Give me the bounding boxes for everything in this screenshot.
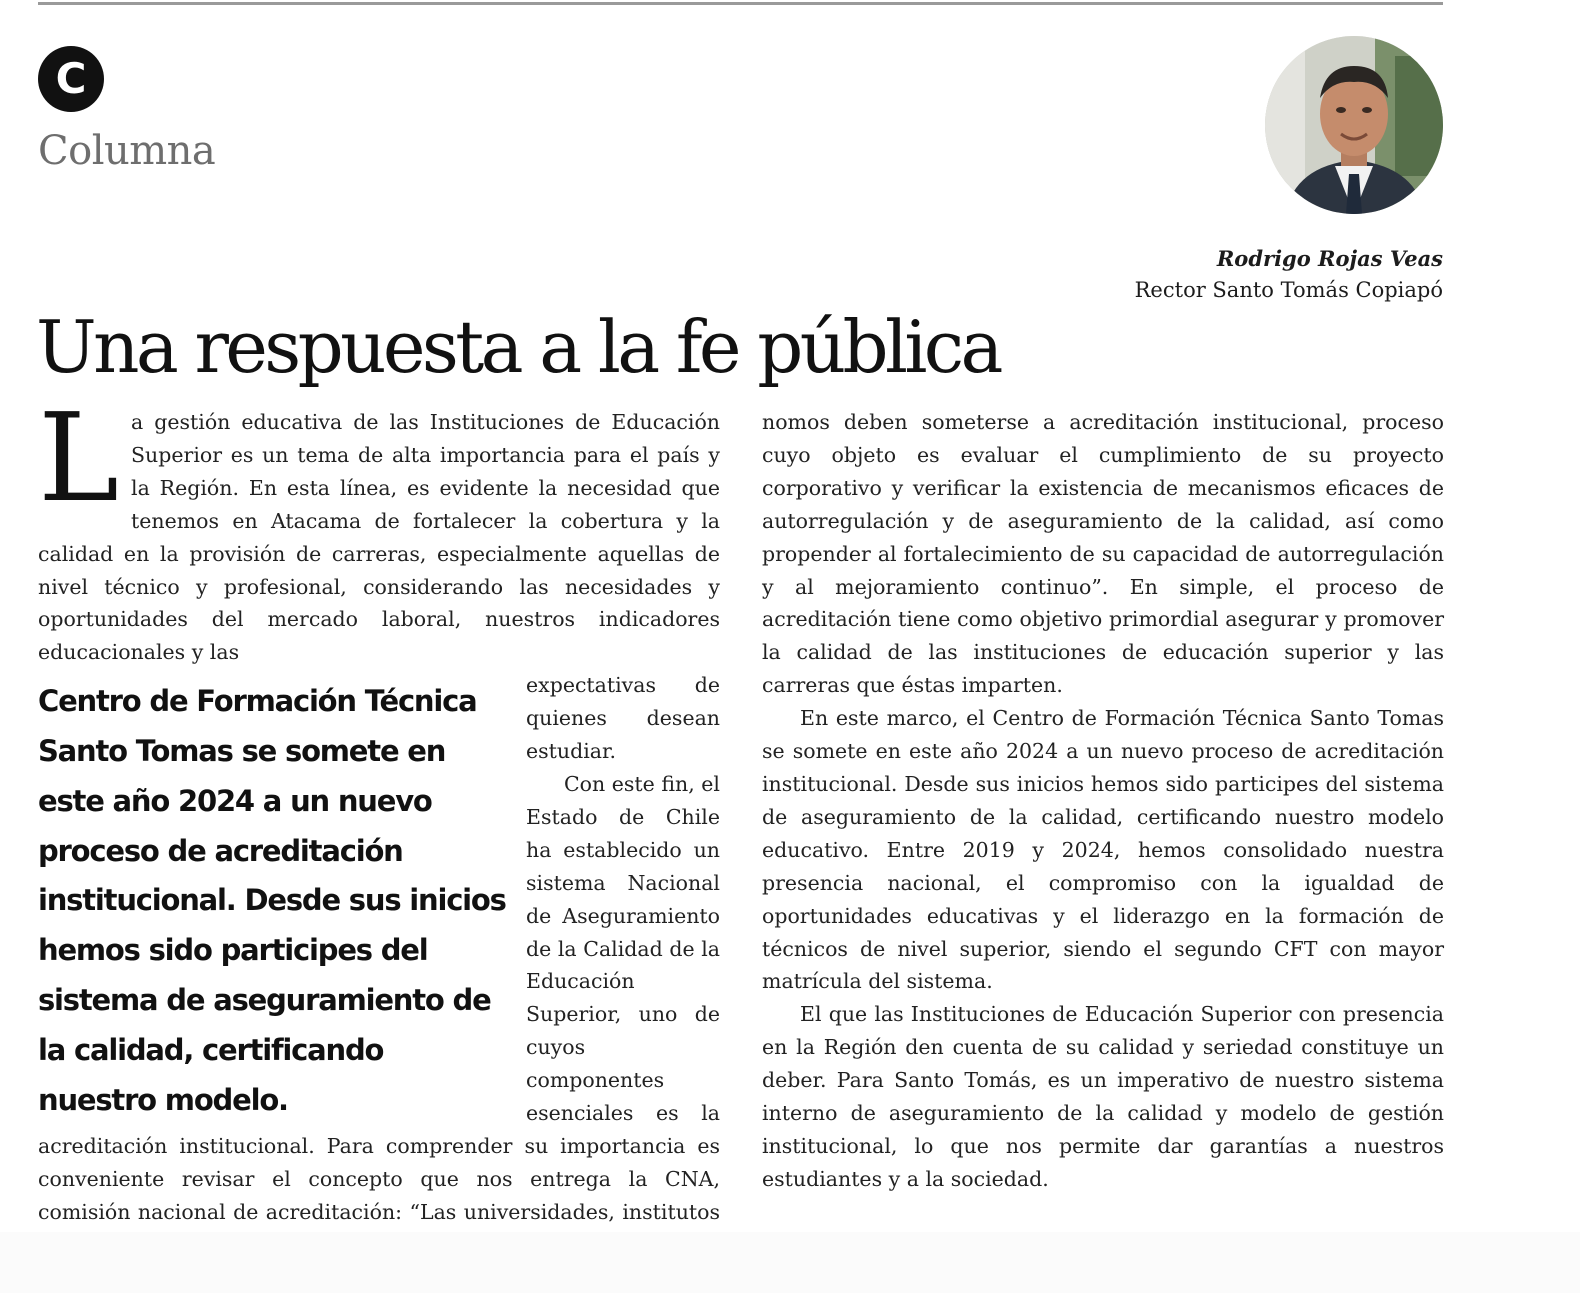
author-role: Rector Santo Tomás Copiapó bbox=[1134, 278, 1443, 302]
section-badge: C bbox=[38, 46, 104, 112]
article-column-right bbox=[762, 406, 1444, 1196]
left-lead-text: a gestión educativa de las Instituciones de Educación Superior es un tema de alta importancia para el país y la Región. En esta línea, es evidente la necesidad que tenemos en Atacama de fortalecer la cobertura y la calidad en la provisión de carreras, especialmente aquellas de nivel técnico y profesional, considerando las necesidades y oportunidades del mercado laboral, nuestros indicadores educacionales y las bbox=[38, 410, 720, 665]
byline bbox=[1135, 244, 1443, 306]
bottom-margin bbox=[0, 1232, 1580, 1293]
headline: Una respuesta a la fe pública bbox=[36, 305, 1000, 389]
top-rule bbox=[38, 2, 1443, 5]
author-portrait bbox=[1265, 36, 1443, 214]
pullquote: Centro de Formación Técnica Santo Tomas se somete en este año 2024 a un nuevo proceso de acreditación institucional. Desde sus inicios hemos sido participes del sistema de aseguramiento de la calidad, certificando nuestro modelo. bbox=[38, 684, 506, 1117]
left-paragraph-2: Con este fin, el Estado de Chile ha establecido un sistema Nacional de Aseguramiento de la Calidad de la Educación Superior, uno de cuyos componentes esenciales es la acreditación institucional. Para comprender su importancia es conveniente revisar el concepto que nos entrega la CNA, comisión nacional de acreditación: “Las universidades, institutos bbox=[38, 771, 720, 1224]
article-column-left bbox=[38, 387, 720, 1224]
left-after-quote: expectativas de quienes desean estudiar. bbox=[526, 673, 720, 764]
author-name: Rodrigo Rojas Veas bbox=[1216, 246, 1443, 271]
right-paragraph-3: El que las Instituciones de Educación Superior con presencia en la Región den cuenta de su calidad y seriedad constituye un deber. Para Santo Tomás, es un imperativo de nuestro sistema interno de aseguramiento de la calidad y modelo de gestión institucional, lo que nos permite dar garantías a nuestros estudiantes y a la sociedad. bbox=[762, 1002, 1444, 1191]
section-label: Columna bbox=[38, 128, 216, 174]
portrait-illustration bbox=[1265, 36, 1443, 214]
right-paragraph-2: En este marco, el Centro de Formación Técnica Santo Tomas se somete en este año 2024 a un nuevo proceso de acreditación institucional. Desde sus inicios hemos sido participes del sistema de aseguramiento de la calidad, certificando nuestro modelo educativo. Entre 2019 y 2024, hemos consolidado nuestra presencia nacional, el compromiso con la igualdad de oportunidades educativas y el liderazgo en la formación de técnicos de nivel superior, siendo el segundo CFT con mayor matrícula del sistema. bbox=[762, 706, 1444, 994]
right-paragraph-1: nomos deben someterse a acreditación institucional, proceso cuyo objeto es evaluar el cumplimiento de su proyecto corporativo y verificar la existencia de mecanismos eficaces de autorregulación y de aseguramiento de la calidad, así como propender al fortalecimiento de su capacidad de autorregulación y al mejoramiento continuo”. En simple, el proceso de acreditación tiene como objetivo primordial asegurar y promover la calidad de las instituciones de educación superior y las carreras que éstas imparten. bbox=[762, 410, 1444, 698]
drop-cap: L bbox=[38, 387, 120, 529]
pullquote-box bbox=[38, 669, 526, 1117]
